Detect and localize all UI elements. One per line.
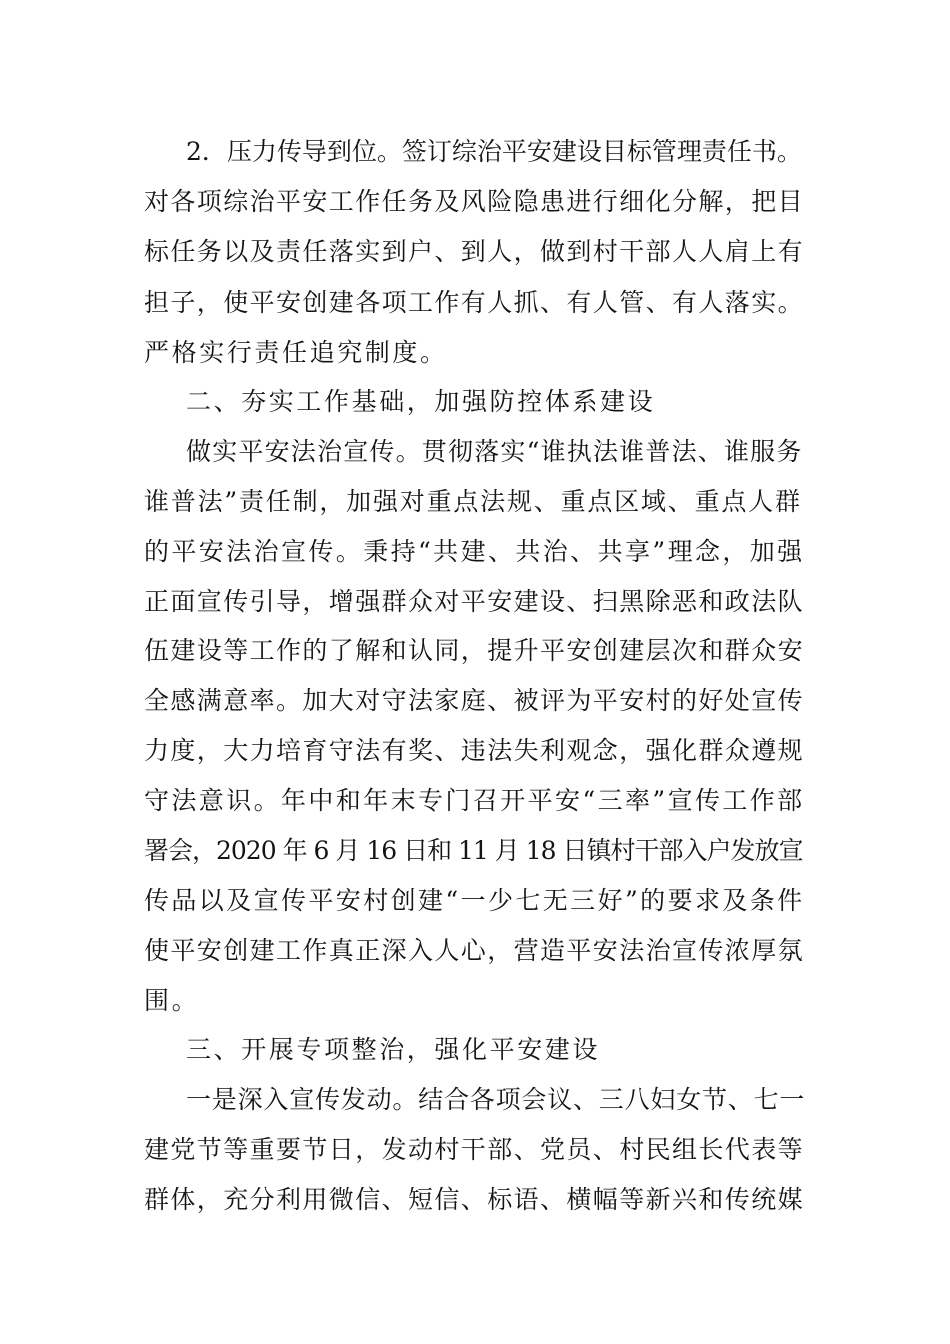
text-line: 伍建设等工作的了解和认同，提升平安创建层次和群众安 — [144, 636, 805, 665]
section-heading: 三、开展专项整治，强化平安建设 — [186, 1035, 601, 1064]
section-heading: 二、夯实工作基础，加强防控体系建设 — [186, 387, 656, 416]
text-line: 正面宣传引导，增强群众对平安建设、扫黑除恶和政法队 — [144, 587, 805, 616]
text-line: 群体，充分利用微信、短信、标语、横幅等新兴和传统媒 — [144, 1185, 805, 1214]
text-line: 建党节等重要节日，发动村干部、党员、村民组长代表等 — [144, 1135, 805, 1164]
text-line: 严格实行责任追究制度。 — [144, 338, 448, 367]
text-line: 守法意识。年中和年末专门召开平安“三率”宣传工作部 — [144, 786, 805, 815]
text-line: 标任务以及责任落实到户、到人，做到村干部人人肩上有 — [144, 237, 805, 266]
text-line: 围。 — [144, 986, 200, 1015]
text-line: 谁普法”责任制，加强对重点法规、重点区域、重点人群 — [144, 487, 802, 516]
text-line: 全感满意率。加大对守法家庭、被评为平安村的好处宣传 — [144, 686, 805, 715]
text-line: 署会，2020 年 6 月 16 日和 11 月 18 日镇村干部入户发放宣 — [144, 836, 803, 865]
text-line: 2．压力传导到位。签订综治平安建设目标管理责任书。 — [186, 137, 802, 166]
text-line: 传品以及宣传平安村创建“一少七无三好”的要求及条件 — [144, 886, 805, 915]
text-line: 一是深入宣传发动。结合各项会议、三八妇女节、七一 — [186, 1085, 806, 1114]
text-line: 力度，大力培育守法有奖、违法失利观念，强化群众遵规 — [144, 736, 805, 765]
text-line: 做实平安法治宣传。贯彻落实“谁执法谁普法、谁服务 — [186, 437, 803, 466]
text-line: 担子，使平安创建各项工作有人抓、有人管、有人落实。 — [144, 288, 805, 317]
text-line: 使平安创建工作真正深入人心，营造平安法治宣传浓厚氛 — [144, 936, 805, 965]
text-line: 对各项综治平安工作任务及风险隐患进行细化分解，把目 — [144, 187, 805, 216]
text-line: 的平安法治宣传。秉持“共建、共治、共享”理念，加强 — [144, 537, 805, 566]
